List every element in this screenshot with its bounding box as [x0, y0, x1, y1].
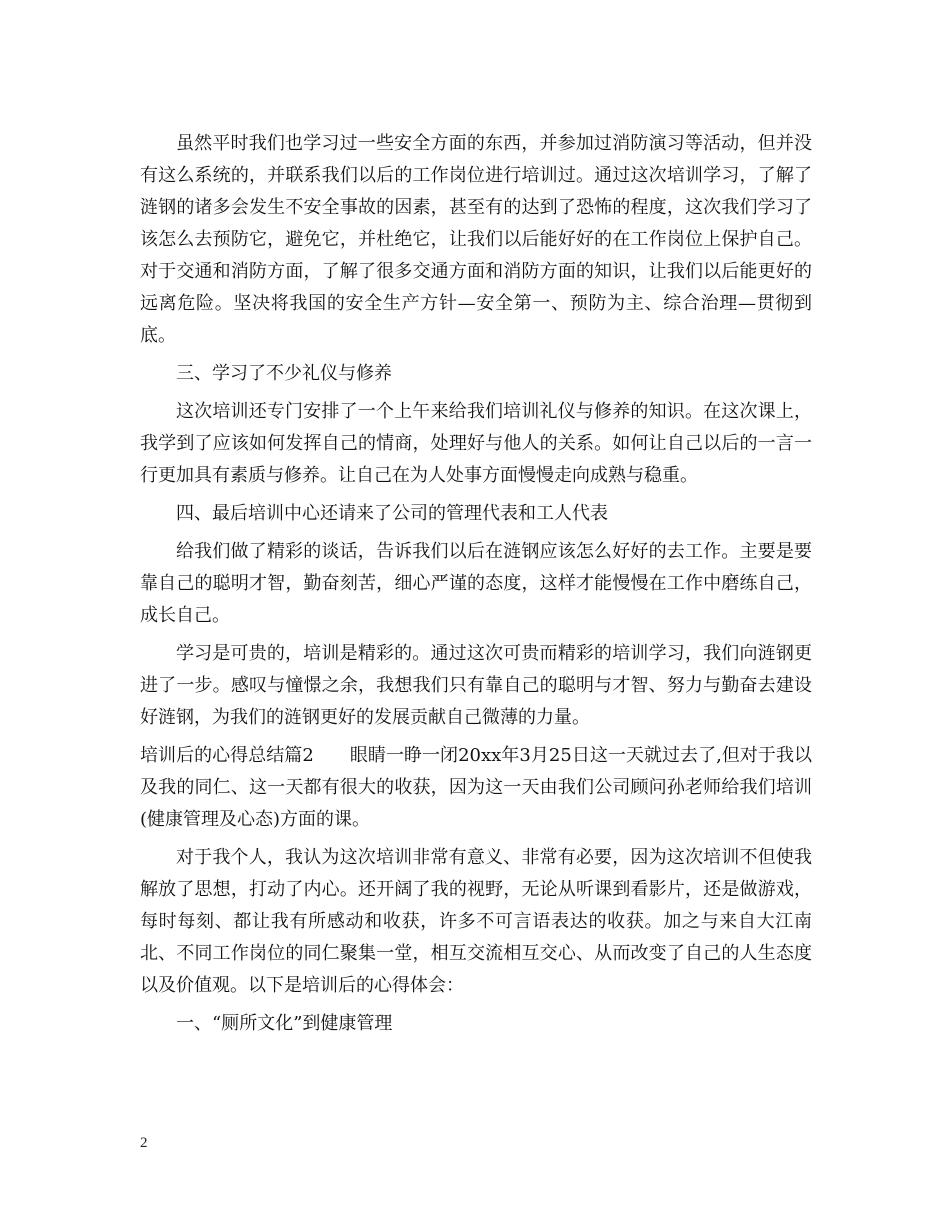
heading-representatives: 四、最后培训中心还请来了公司的管理代表和工人代表: [176, 503, 608, 524]
paragraph-personal-view: 对于我个人，我认为这次培训非常有意义、非常有必要，因为这次培训不但使我解放了思想，打动了内心。还开阔了我的视野，无论从听课到看影片，还是做游戏，每时每刻、都让我有所感动和收获，许多不可言语表达的收获。加之与来自大江南北、不同工作岗位的同仁聚集一堂，相互交流相互交心、从而改变了自己的人生态度以及价值观。以下是培训后的心得体会：: [140, 847, 812, 996]
document-body: [140, 128, 812, 1040]
paragraph-representatives: 给我们做了精彩的谈话，告诉我们以后在涟钢应该怎么好好的去工作。主要是要靠自己的聪明才智，勤奋刻苦，细心严谨的态度，这样才能慢慢在工作中磨练自己，成长自己。: [140, 541, 812, 626]
heading-health-management: 一、“厕所文化”到健康管理: [176, 1013, 393, 1034]
heading-etiquette: 三、学习了不少礼仪与修养: [176, 363, 392, 384]
paragraph-safety-training: 虽然平时我们也学习过一些安全方面的东西，并参加过消防演习等活动，但并没有这么系统的，并联系我们以后的工作岗位进行培训过。通过这次培训学习，了解了涟钢的诸多会发生不安全事故的因素，甚至有的达到了恐怖的程度，这次我们学习了该怎么去预防它，避免它，并杜绝它，让我们以后能好好的在工作岗位上保护自己。对于交通和消防方面，了解了很多交通方面和消防方面的知识，让我们以后能更好的远离危险。坚决将我国的安全生产方针—安全第一、预防为主、综合治理—贯彻到底。: [140, 133, 812, 346]
paragraph-summary-part2: 培训后的心得总结篇2 眼睛一睁一闭20xx年3月25日这一天就过去了,但对于我以及我的同仁、这一天都有很大的收获，因为这一天由我们公司顾问孙老师给我们培训(健康管理及心态)方面的课。: [140, 745, 812, 830]
paragraph-conclusion: 学习是可贵的，培训是精彩的。通过这次可贵而精彩的培训学习，我们向涟钢更进了一步。感叹与憧憬之余，我想我们只有靠自己的聪明与才智、努力与勤奋去建设好涟钢，为我们的涟钢更好的发展贡献自己微薄的力量。: [140, 643, 812, 728]
paragraph-etiquette: 这次培训还专门安排了一个上午来给我们培训礼仪与修养的知识。在这次课上，我学到了应该如何发挥自己的情商，处理好与他人的关系。如何让自己以后的一言一行更加具有素质与修养。让自己在为人处事方面慢慢走向成熟与稳重。: [140, 401, 812, 486]
page-number: 2: [140, 1135, 148, 1151]
